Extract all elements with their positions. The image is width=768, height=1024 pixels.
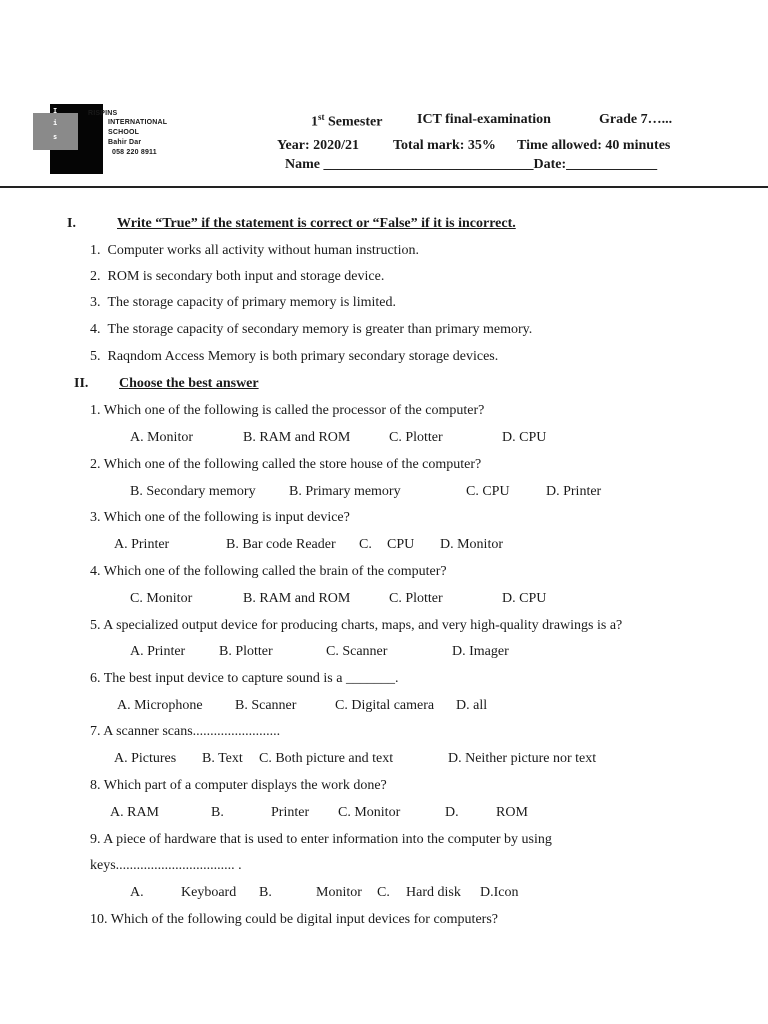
- option: D.: [445, 805, 459, 820]
- option: A. Monitor: [130, 430, 193, 445]
- school-name-line-2: INTERNATIONAL: [108, 119, 168, 126]
- question-4: 4. Which one of the following called the brain of the computer?: [90, 564, 447, 579]
- item-text: ROM is secondary both input and storage device.: [107, 269, 385, 284]
- option: CPU: [387, 537, 415, 552]
- option: Keyboard: [181, 885, 237, 900]
- option: C. CPU: [466, 484, 510, 499]
- item-text: Raqndom Access Memory is both primary secondary storage devices.: [107, 349, 499, 364]
- option: B. RAM and ROM: [243, 591, 351, 606]
- item-text: Computer works all activity without human instruction.: [107, 243, 419, 258]
- school-city: Bahir Dar: [108, 139, 142, 146]
- option: B. RAM and ROM: [243, 430, 351, 445]
- option: C. Both picture and text: [259, 751, 394, 766]
- option: Hard disk: [406, 885, 461, 900]
- option: C.: [377, 885, 390, 900]
- option: D. CPU: [502, 591, 547, 606]
- item-text: The storage capacity of primary memory is limited.: [107, 295, 396, 310]
- item-number: 3.: [90, 295, 101, 310]
- option: D. all: [456, 698, 488, 713]
- option: C. Monitor: [338, 805, 401, 820]
- school-name-line-3: SCHOOL: [108, 129, 140, 136]
- option: D. Imager: [452, 644, 509, 659]
- header-divider: [0, 186, 768, 188]
- option: A. RAM: [110, 805, 160, 820]
- option: B. Secondary memory: [130, 484, 256, 499]
- section-1-numeral: I.: [67, 216, 76, 231]
- school-phone: 058 220 8911: [112, 149, 157, 156]
- question-8: 8. Which part of a computer displays the work done?: [90, 778, 387, 793]
- question-2: 2. Which one of the following called the store house of the computer?: [90, 457, 482, 472]
- semester-number: 1: [311, 114, 318, 130]
- section-2-numeral: II.: [74, 376, 89, 391]
- question-10: 10. Which of the following could be digital input devices for computers?: [90, 912, 498, 927]
- section-2-title: Choose the best answer: [119, 376, 259, 391]
- true-false-item: [90, 322, 532, 338]
- question-1: 1. Which one of the following is called the processor of the computer?: [90, 403, 485, 418]
- name-date-line: Name ______________________________Date:_____________: [285, 157, 658, 172]
- true-false-item: [90, 349, 498, 365]
- semester-suffix: st: [318, 112, 325, 122]
- option: B. Scanner: [235, 698, 297, 713]
- semester-word: Semester: [328, 114, 383, 130]
- option: ROM: [496, 805, 528, 820]
- option: B. Text: [202, 751, 243, 766]
- option: B. Plotter: [219, 644, 273, 659]
- item-text: The storage capacity of secondary memory is greater than primary memory.: [107, 322, 533, 337]
- true-false-item: [90, 243, 419, 259]
- option: C.: [359, 537, 372, 552]
- section-1-title: Write “True” if the statement is correct or “False” if it is incorrect.: [117, 216, 516, 231]
- option: A. Pictures: [114, 751, 177, 766]
- option: C. Plotter: [389, 591, 443, 606]
- option: D. Printer: [546, 484, 602, 499]
- logo-letter-2: i: [53, 119, 58, 127]
- true-false-item: [90, 295, 396, 311]
- semester-label: [311, 112, 382, 131]
- option: Printer: [271, 805, 310, 820]
- option: C. Monitor: [130, 591, 193, 606]
- item-number: 4.: [90, 322, 101, 337]
- question-9-continuation: keys.................................. .: [90, 858, 242, 873]
- item-number: 2.: [90, 269, 101, 284]
- option: C. Plotter: [389, 430, 443, 445]
- item-number: 5.: [90, 349, 101, 364]
- option: D. Monitor: [440, 537, 503, 552]
- option: B. Primary memory: [289, 484, 401, 499]
- question-3: 3. Which one of the following is input device?: [90, 510, 350, 525]
- school-name-line-1: RISPINS: [88, 110, 118, 117]
- option: C. Scanner: [326, 644, 388, 659]
- exam-title: ICT final-examination: [417, 112, 551, 127]
- option: A. Printer: [130, 644, 186, 659]
- question-7: 7. A scanner scans.........................: [90, 724, 281, 739]
- option: B.: [211, 805, 224, 820]
- true-false-item: [90, 269, 384, 285]
- item-number: 1.: [90, 243, 101, 258]
- logo-letter-1: I: [53, 107, 58, 115]
- logo-letter-3: s: [53, 133, 58, 141]
- option: A.: [130, 885, 144, 900]
- option: A. Microphone: [117, 698, 203, 713]
- year-label: Year: 2020/21: [277, 138, 360, 153]
- question-6: 6. The best input device to capture sound is a _______.: [90, 671, 399, 686]
- question-5: 5. A specialized output device for producing charts, maps, and very high-quality drawings is a?: [90, 618, 623, 633]
- option: D. CPU: [502, 430, 547, 445]
- option: B. Bar code Reader: [226, 537, 336, 552]
- time-allowed: Time allowed: 40 minutes: [517, 138, 671, 153]
- option: D.Icon: [480, 885, 519, 900]
- option: D. Neither picture nor text: [448, 751, 597, 766]
- option: B.: [259, 885, 272, 900]
- grade-label: Grade 7…...: [599, 112, 673, 127]
- option: Monitor: [316, 885, 362, 900]
- option: C. Digital camera: [335, 698, 435, 713]
- option: A. Printer: [114, 537, 170, 552]
- total-mark: Total mark: 35%: [393, 138, 496, 153]
- question-9: 9. A piece of hardware that is used to enter information into the computer by using: [90, 832, 552, 847]
